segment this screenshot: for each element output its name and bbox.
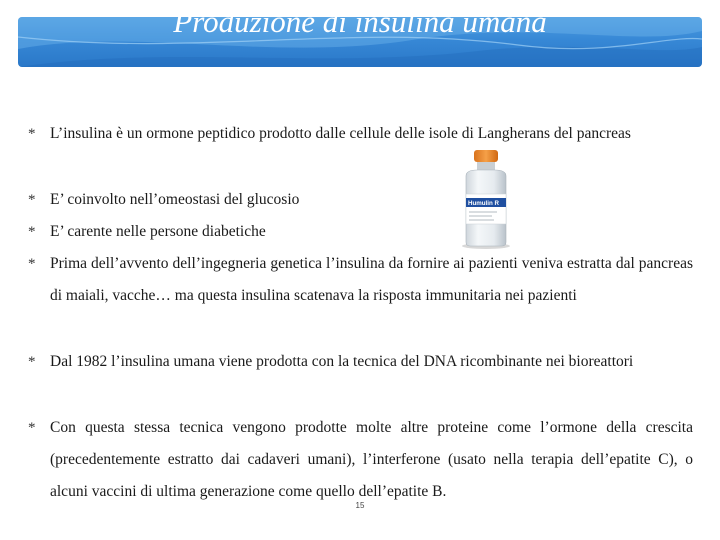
bullet-item [28, 184, 450, 216]
bullet-item [28, 248, 693, 312]
bullet-item [28, 412, 693, 508]
bullet-text: E’ carente nelle persone diabetiche [50, 223, 266, 240]
vial-label-text: Humulin R [468, 200, 499, 207]
bullet-marker: * [28, 192, 36, 208]
bullet-text: Prima dell’avvento dell’ingegneria genetica l’insulina da fornire ai pazienti veniva estratta dal pancreas di maiali, vacche… ma questa insulina scatenava la risposta immunitaria nei pazienti [50, 255, 693, 304]
slide-title: Produzione di insulina umana [173, 4, 547, 39]
page-number: 15 [355, 501, 365, 510]
insulin-vial-image [452, 150, 520, 250]
bullet-marker: * [28, 420, 36, 436]
bullet-marker: * [28, 126, 36, 142]
bullet-marker: * [28, 224, 36, 240]
bullet-item [28, 346, 693, 378]
bullet-item [28, 118, 693, 150]
bullet-text: Dal 1982 l’insulina umana viene prodotta con la tecnica del DNA ricombinante nei bioreattori [50, 353, 634, 370]
bullet-text: E’ coinvolto nell’omeostasi del glucosio [50, 191, 300, 208]
bullet-text: Con questa stessa tecnica vengono prodotte molte altre proteine come l’ormone della crescita (precedentemente estratto dai cadaveri umani), l’interferone (usato nella terapia dell’epatite C), o alcuni vaccini di ultima generazione come quello dell’epatite B. [50, 419, 693, 500]
bullet-marker: * [28, 256, 36, 272]
bullet-text: L’insulina è un ormone peptidico prodotto dalle cellule delle isole di Langherans del pancreas [50, 125, 631, 142]
bullet-item [28, 216, 450, 248]
bullet-marker: * [28, 354, 36, 370]
